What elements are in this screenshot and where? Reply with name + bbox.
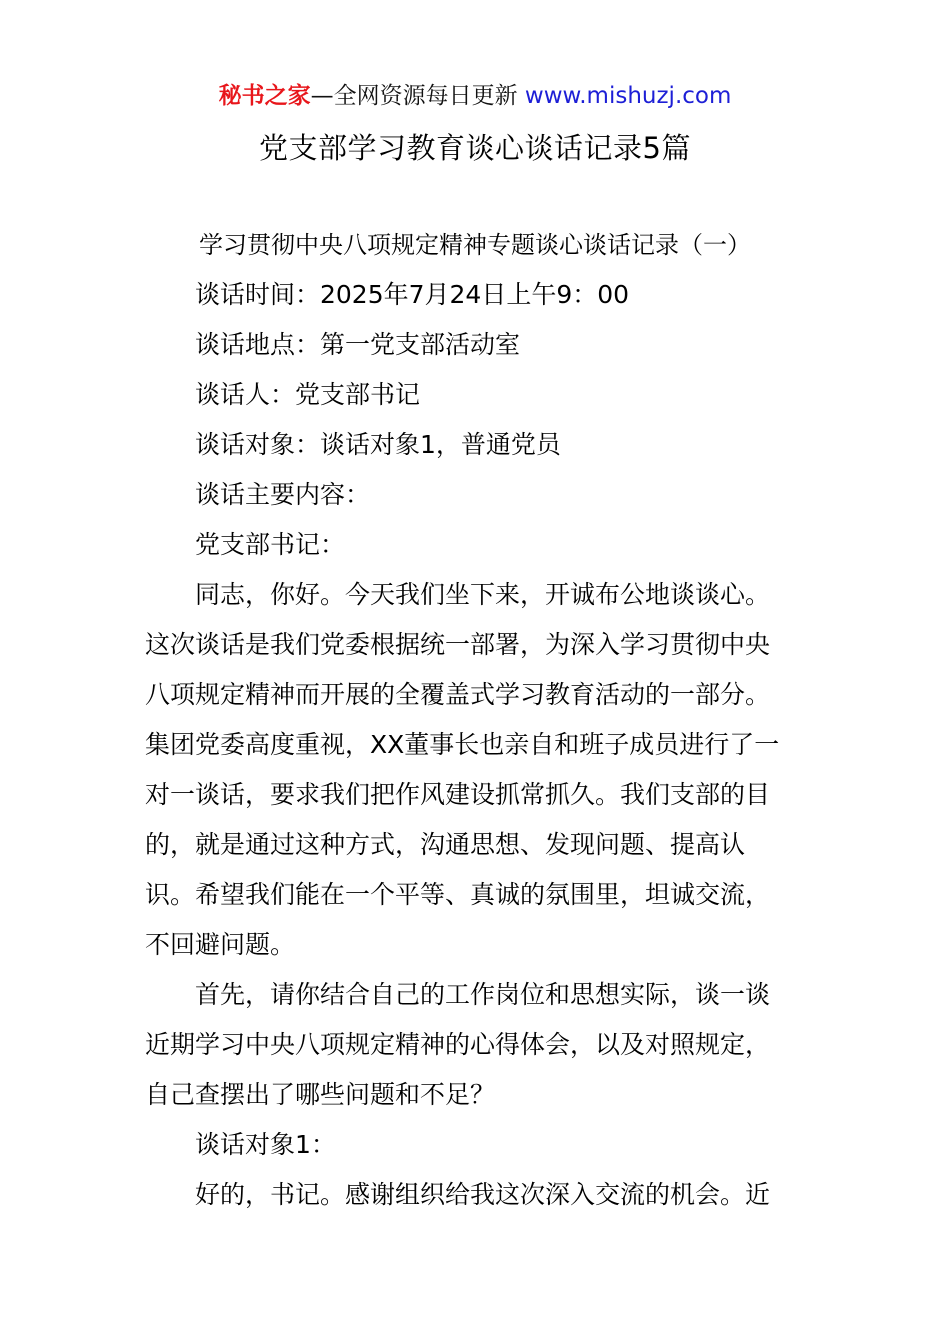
section-title: 学习贯彻中央八项规定精神专题谈心谈话记录（一） [199, 231, 751, 259]
paragraph-line: 同志，你好。今天我们坐下来，开诚布公地谈谈心。 [195, 580, 771, 609]
site-header [0, 80, 950, 112]
meta-subject: 谈话对象：谈话对象1，普通党员 [195, 430, 561, 459]
meta-time: 谈话时间：2025年7月24日上午9：00 [195, 280, 630, 309]
paragraph-line: 集团党委高度重视，XX董事长也亲自和班子成员进行了一 [145, 730, 780, 759]
paragraph-line: 首先，请你结合自己的工作岗位和思想实际，谈一谈 [195, 980, 771, 1009]
paragraph-line: 识。希望我们能在一个平等、真诚的氛围里，坦诚交流， [145, 880, 771, 909]
paragraph-line: 好的，书记。感谢组织给我这次深入交流的机会。近 [195, 1180, 771, 1209]
document-title: 党支部学习教育谈心谈话记录5篇 [259, 131, 691, 165]
paragraph-line: 八项规定精神而开展的全覆盖式学习教育活动的一部分。 [145, 680, 771, 709]
paragraph-line: 自己查摆出了哪些问题和不足？ [145, 1080, 496, 1109]
site-brand: 秘书之家 [218, 83, 311, 109]
speaker-label-secretary: 党支部书记： [195, 530, 346, 559]
paragraph-line: 这次谈话是我们党委根据统一部署，为深入学习贯彻中央 [145, 630, 771, 659]
meta-content-label: 谈话主要内容： [195, 480, 371, 509]
speaker-label-subject: 谈话对象1： [195, 1130, 336, 1159]
paragraph-line: 的，就是通过这种方式，沟通思想、发现问题、提高认 [145, 830, 746, 859]
site-url-link[interactable]: www.mishuzj.com [524, 83, 732, 109]
paragraph-line: 近期学习中央八项规定精神的心得体会，以及对照规定， [145, 1030, 771, 1059]
meta-place: 谈话地点：第一党支部活动室 [195, 330, 521, 359]
meta-speaker: 谈话人：党支部书记 [195, 380, 421, 409]
paragraph-line: 不回避问题。 [145, 930, 296, 959]
site-tagline: —全网资源每日更新 [310, 83, 518, 109]
paragraph-line: 对一谈话，要求我们把作风建设抓常抓久。我们支部的目 [145, 780, 771, 809]
